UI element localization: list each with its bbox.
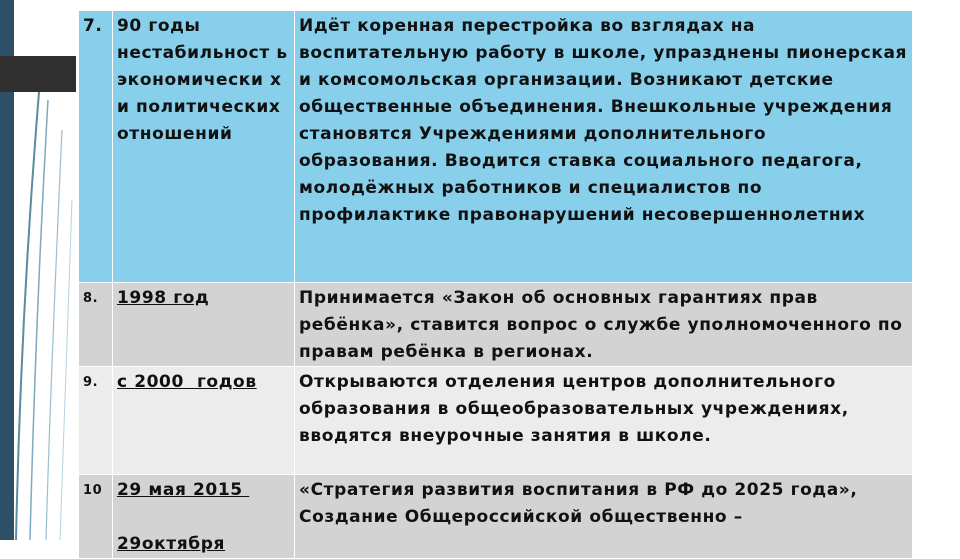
description-cell: Принимается «Закон об основных гарантиях прав ребёнка», ставится вопрос о службе уполномоченного по правам ребёнка в регионах. — [295, 283, 913, 367]
period-cell: 29 мая 2015 29октября — [113, 475, 295, 559]
period-cell: 1998 год — [113, 283, 295, 367]
description-cell: Идёт коренная перестройка во взглядах на воспитательную работу в школе, упразднены пионерская и комсомольская организации. Возникают детские общественные объединения. Внешкольные учреждения становятся Учреждениями дополнительного образования. Вводится ставка социального педагога, молодёжных работников и специалистов по профилактике правонарушений несовершеннолетних — [295, 11, 913, 283]
period-cell: с 2000 годов — [113, 367, 295, 475]
description-cell: «Стратегия развития воспитания в РФ до 2025 года», Создание Общероссийской общественно – — [295, 475, 913, 559]
row-number: 8. — [79, 283, 113, 367]
table-row — [79, 475, 913, 559]
table-row — [79, 367, 913, 475]
table-row — [79, 283, 913, 367]
row-number: 9. — [79, 367, 113, 475]
row-number: 7. — [79, 11, 113, 283]
description-cell: Открываются отделения центров дополнительного образования в общеобразовательных учреждениях, вводятся внеурочные занятия в школе. — [295, 367, 913, 475]
period-cell: 90 годы нестабильност ь экономически х и политических отношений — [113, 11, 295, 283]
title-accent-bar — [0, 56, 76, 92]
table-row — [79, 11, 913, 283]
row-number: 10 — [79, 475, 113, 559]
history-table — [78, 10, 913, 559]
